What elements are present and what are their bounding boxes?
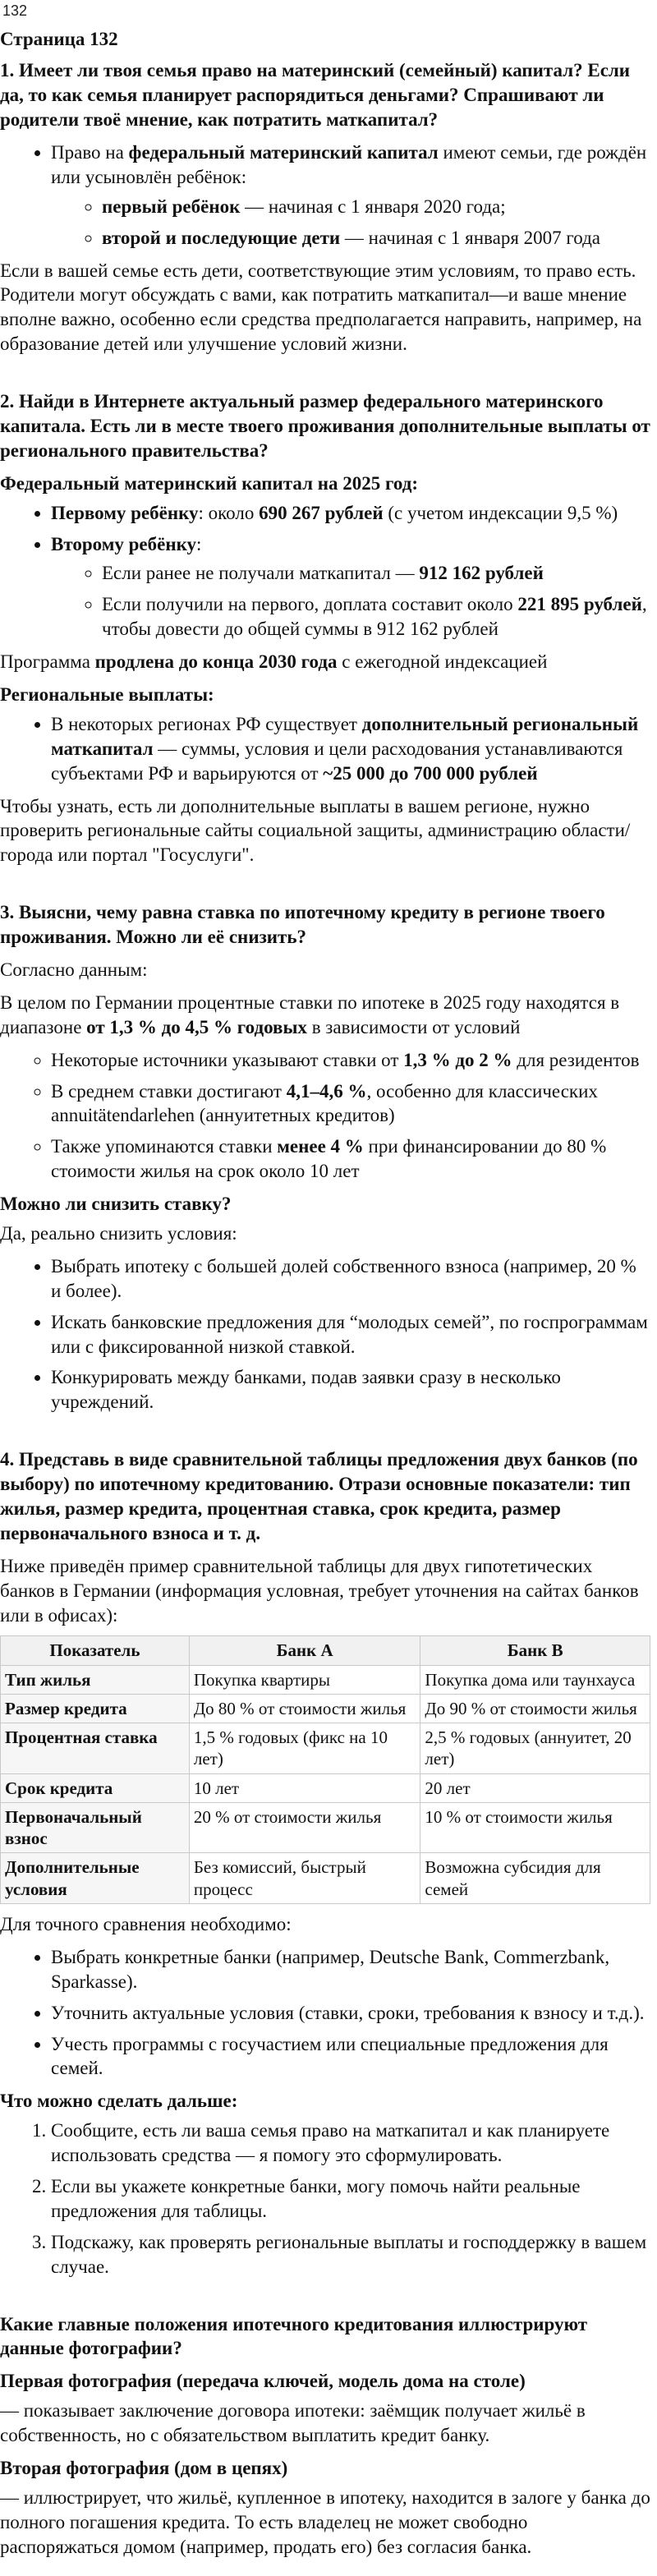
table-cell: Тип жилья: [1, 1665, 190, 1694]
question-4: 4. Представь в виде сравнительной таблицы предложения двух банков (по выбору) по ипотечному кредитованию. Отрази основные показатели: тип жилья, размер кредита, процентная ставка, срок кредита, размер первоначального взноса и т. д.: [0, 1449, 638, 1543]
paragraph: [0, 650, 650, 674]
text: для резидентов: [512, 1049, 640, 1070]
table-cell: Срок кредита: [1, 1773, 190, 1802]
list-item: [102, 561, 650, 586]
bold-text: от 1,3 % до 4,5 % годовых: [86, 1016, 307, 1037]
sub-list: [51, 195, 650, 251]
question-1: 1. Имеет ли твоя семья право на материнский (семейный) капитал? Если да, то как семья планирует распорядиться деньгами? Спрашивают ли родители твоё мнение, как потратить маткапитал?: [0, 60, 631, 131]
bold-text: 4,1–4,6 %: [286, 1080, 367, 1102]
table-cell: 10 % от стоимости жилья: [420, 1802, 650, 1853]
list-item: [51, 1134, 650, 1184]
bold-text: ~25 000 до 700 000 рублей: [323, 762, 538, 784]
bullet-list: [0, 1945, 650, 2081]
table-header-row: [1, 1636, 650, 1665]
table-cell: Покупка квартиры: [189, 1665, 420, 1694]
table-cell: 2,5 % годовых (аннуитет, 20 лет): [420, 1723, 650, 1774]
table-cell: Первоначальный взнос: [1, 1802, 190, 1853]
text: Право на: [51, 141, 129, 163]
text: (с учетом индексации 9,5 %): [383, 502, 618, 523]
subheading: Что можно сделать дальше:: [0, 2091, 238, 2112]
list-item: • Уточнить актуальные условия (ставки, сроки, требования к взносу и т.д.).: [51, 2001, 650, 2026]
table-cell: Без комиссий, быстрый процесс: [189, 1853, 420, 1904]
paragraph: Согласно данным:: [0, 959, 148, 980]
list-item: • Конкурировать между банками, подав заявки сразу в несколько учреждений.: [51, 1365, 650, 1414]
text: :: [196, 533, 202, 554]
bullet-list: [0, 140, 650, 251]
text: В среднем ставки достигают: [51, 1080, 287, 1102]
paragraph: — показывает заключение договора ипотеки: заёмщик получает жильё в собственность, но с обязательством выплатить кредит банку.: [0, 2400, 586, 2446]
text: Некоторые источники указывают ставки от: [51, 1049, 404, 1070]
table-cell: Дополнительные условия: [1, 1853, 190, 1904]
table-cell: 1,5 % годовых (фикс на 10 лет): [189, 1723, 420, 1774]
table-header: Банк A: [189, 1636, 420, 1665]
numbered-list: [0, 2118, 650, 2279]
text: с ежегодной индексацией: [337, 651, 548, 673]
section-1: [0, 58, 650, 356]
section-5: [0, 2312, 650, 2560]
table-cell: До 80 % от стоимости жилья: [189, 1694, 420, 1723]
bold-text: Второму ребёнку: [51, 533, 196, 554]
subheading: Федеральный материнский капитал на 2025 год:: [0, 472, 418, 494]
list-item: [51, 140, 650, 251]
table-cell: Размер кредита: [1, 1694, 190, 1723]
list-item: • Учесть программы с госучастием или специальные предложения для семей.: [51, 2032, 650, 2082]
text: В некоторых регионах РФ существует: [51, 713, 362, 734]
question-5: Какие главные положения ипотечного кредитования иллюстрируют данные фотографии?: [0, 2313, 588, 2359]
text: имеют семьи, где рождён или усыновлён ребёнок:: [51, 141, 647, 187]
text: : около: [198, 502, 260, 523]
page-title: Страница 132: [0, 29, 118, 50]
table-cell: Возможна субсидия для семей: [420, 1853, 650, 1904]
list-item: [51, 712, 650, 786]
bold-text: продлена до конца 2030 года: [94, 651, 338, 673]
text: — суммы, условия и цели расходования устанавливаются субъектами РФ и варьируются от: [51, 738, 623, 784]
bold-text: первый ребёнок: [102, 196, 241, 217]
paragraph: Да, реально снизить условия:: [0, 1223, 237, 1244]
bold-text: второй и последующие дети: [102, 227, 341, 248]
table-row: [1, 1853, 650, 1904]
paragraph: Для точного сравнения необходимо:: [0, 1913, 292, 1934]
text: , чтобы довести до общей суммы в 912 162 рублей: [102, 594, 647, 640]
text: в зависимости от условий: [306, 1016, 521, 1037]
paragraph: — иллюстрирует, что жильё, купленное в ипотеку, находится в залоге у банка до полного погашения кредита. То есть владелец не может свободно распоряжаться домом (например, продать его) без согласия банка.: [0, 2486, 650, 2557]
text: Если получили на первого, доплата составит около: [102, 594, 518, 615]
table-cell: Покупка дома или таунхауса: [420, 1665, 650, 1694]
bold-text: Первому ребёнку: [51, 502, 199, 523]
list-item: [102, 226, 650, 251]
paragraph: [0, 991, 650, 1040]
text: Также упоминаются ставки: [51, 1136, 278, 1157]
list-item: [51, 1079, 650, 1129]
bold-text: менее 4 %: [277, 1136, 364, 1157]
table-header: Показатель: [1, 1636, 190, 1665]
section-3: [0, 900, 650, 1414]
table-cell: Процентная ставка: [1, 1723, 190, 1774]
table-row: [1, 1802, 650, 1853]
table-row: [1, 1665, 650, 1694]
bold-text: 1,3 % до 2 %: [403, 1049, 512, 1070]
section-4: [0, 1447, 650, 2279]
text: , особенно для классических annuitätendarlehen (аннуитетных кредитов): [51, 1080, 598, 1126]
list-item: [51, 501, 650, 526]
list-item: • Искать банковские предложения для “молодых семей”, по госпрограммам или с фиксированной низкой ставкой.: [51, 1310, 650, 1359]
subheading: Вторая фотография (дом в цепях): [0, 2458, 288, 2479]
subheading: Можно ли снизить ставку?: [0, 1194, 232, 1215]
page-number: 132: [2, 2, 28, 19]
bold-text: 690 267 рублей: [259, 502, 384, 523]
text: — начиная с 1 января 2020 года;: [240, 196, 506, 217]
bullet-list: [0, 1254, 650, 1414]
list-item: [51, 532, 650, 642]
bold-text: федеральный материнский капитал: [128, 141, 439, 163]
table-row: [1, 1694, 650, 1723]
bold-text: дополнительный региональный маткапитал: [51, 713, 639, 759]
bold-text: 221 895 рублей: [517, 594, 642, 615]
text: — начиная с 1 января 2007 года: [340, 227, 601, 248]
list-item: • Выбрать конкретные банки (например, Deutsche Bank, Commerzbank, Sparkasse).: [51, 1945, 650, 1994]
table-header: Банк B: [420, 1636, 650, 1665]
list-item: • Выбрать ипотеку с большей долей собственного взноса (например, 20 % и более).: [51, 1254, 650, 1304]
subheading: Региональные выплаты:: [0, 683, 214, 705]
table-cell: До 90 % от стоимости жилья: [420, 1694, 650, 1723]
subheading: Первая фотография (передача ключей, модель дома на столе): [0, 2371, 526, 2392]
list-item: [102, 195, 650, 219]
paragraph: Ниже приведён пример сравнительной таблицы для двух гипотетических банков в Германии (информация условная, требует уточнения на сайтах банков или в офисах):: [0, 1555, 639, 1626]
sub-list: [51, 561, 650, 642]
comparison-table: [0, 1635, 650, 1904]
text: Программа: [0, 651, 95, 673]
list-item: 1. Сообщите, есть ли ваша семья право на маткапитал и как планируете использовать средства — я помогу это сформулировать.: [51, 2118, 650, 2168]
table-row: [1, 1773, 650, 1802]
paragraph: Если в вашей семье есть дети, соответствующие этим условиям, то право есть. Родители могут обсуждать с вами, как потратить маткапитал—и ваше мнение вполне важно, особенно если средства предполагается направить, например, на образование детей или улучшение условий жизни.: [0, 260, 642, 355]
bullet-list: [0, 712, 650, 786]
text: при финансировании до 80 % стоимости жилья на срок около 10 лет: [51, 1136, 607, 1182]
question-3: 3. Выясни, чему равна ставка по ипотечному кредиту в регионе твоего проживания. Можно ли её снизить?: [0, 902, 605, 948]
table-row: [1, 1723, 650, 1774]
table-cell: 10 лет: [189, 1773, 420, 1802]
list-item: [51, 1048, 650, 1073]
text: Если ранее не получали маткапитал —: [102, 563, 420, 584]
list-item: 3. Подскажу, как проверять региональные выплаты и господдержку в вашем случае.: [51, 2230, 650, 2279]
bullet-list: [0, 501, 650, 642]
paragraph: Чтобы узнать, есть ли дополнительные выплаты в вашем регионе, нужно проверить региональные сайты социальной защиты, администрацию области/города или портал "Госуслуги".: [0, 795, 631, 866]
bold-text: 912 162 рублей: [419, 563, 544, 584]
table-cell: 20 % от стоимости жилья: [189, 1802, 420, 1853]
document-page: [0, 2, 657, 2576]
table-cell: 20 лет: [420, 1773, 650, 1802]
list-item: 2. Если вы укажете конкретные банки, могу помочь найти реальные предложения для таблицы.: [51, 2174, 650, 2224]
list-item: [102, 592, 650, 642]
section-2: [0, 389, 650, 867]
question-2: 2. Найди в Интернете актуальный размер федерального материнского капитала. Есть ли в месте твоего проживания дополнительные выплаты от регионального правительства?: [0, 391, 650, 461]
circle-list: [0, 1048, 650, 1184]
text: В целом по Германии процентные ставки по ипотеке в 2025 году находятся в диапазоне: [0, 991, 620, 1037]
